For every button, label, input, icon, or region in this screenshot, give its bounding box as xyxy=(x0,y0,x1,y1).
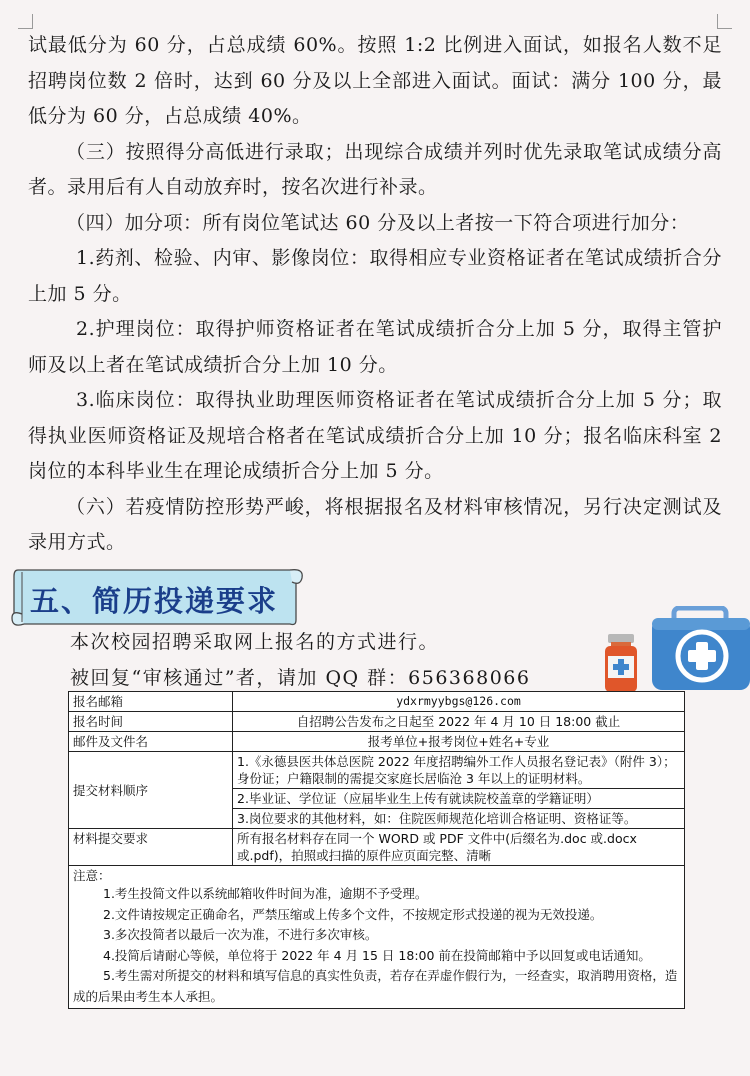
section-title: 五、简历投递要求 xyxy=(30,584,279,618)
notes-cell xyxy=(69,866,685,1009)
note-item-1: 1.考生投简文件以系统邮箱收件时间为准，逾期不予受理。 xyxy=(103,886,428,901)
page-corner-mark-right xyxy=(717,14,732,29)
naming-value: 报考单位+报考岗位+姓名+专业 xyxy=(233,732,685,752)
page-corner-mark-left xyxy=(18,14,33,29)
email-label: 报名邮箱 xyxy=(69,692,233,712)
first-aid-kit-icon xyxy=(650,606,750,692)
paragraph-admission: （三）按照得分高低进行录取；出现综合成绩并列时优先录取笔试成绩分高者。录用后有人自动放弃时，按名次进行补录。 xyxy=(28,140,722,198)
application-requirements-table xyxy=(68,691,685,1009)
requirement-value: 所有报名材料存在同一个 WORD 或 PDF 文件中(后缀名为.doc 或.docx 或.pdf)，拍照或扫描的原件应页面完整、清晰 xyxy=(233,829,685,866)
order-item-3: 3.岗位要求的其他材料，如：住院医师规范化培训合格证明、资格证等。 xyxy=(233,809,685,829)
medicine-bottle-icon xyxy=(602,632,640,694)
paragraph-bonus-nursing: 2.护理岗位：取得护师资格证者在笔试成绩折合分上加 5 分，取得主管护师及以上者在笔试成绩折合分上加 10 分。 xyxy=(28,318,722,376)
table-row xyxy=(69,866,685,1009)
time-value: 自招聘公告发布之日起至 2022 年 4 月 10 日 18:00 截止 xyxy=(233,712,685,732)
order-item-2: 2.毕业证、学位证（应届毕业生上传有就读院校盖章的学籍证明） xyxy=(233,789,685,809)
body-text xyxy=(28,28,722,561)
table-row xyxy=(69,692,685,712)
naming-label: 邮件及文件名 xyxy=(69,732,233,752)
paragraph-epidemic: （六）若疫情防控形势严峻，将根据报名及材料审核情况，另行决定测试及录用方式。 xyxy=(28,495,722,553)
paragraph-bonus-clinical: 3.临床岗位：取得执业助理医师资格证者在笔试成绩折合分上加 5 分；取得执业医师资格证及规培合格者在笔试成绩折合分上加 10 分；报名临床科室 2 岗位的本科毕业生在理论成绩折合分上加 5 分。 xyxy=(28,389,722,482)
qq-group-text: 被回复“审核通过”者，请加 QQ 群：656368066 xyxy=(70,667,531,689)
paragraph-exam-scores: 试最低分为 60 分，占总成绩 60%。按照 1:2 比例进入面试，如报名人数不足招聘岗位数 2 倍时，达到 60 分及以上全部进入面试。面试：满分 100 分，最低分为 60 分，占总成绩 40%。 xyxy=(28,34,722,127)
order-item-1: 1.《永德县医共体总医院 2022 年度招聘编外工作人员报名登记表》（附件 3）；身份证；户籍限制的需提交家庭长居临沧 3 年以上的证明材料。 xyxy=(233,752,685,789)
time-label: 报名时间 xyxy=(69,712,233,732)
application-method-text: 本次校园招聘采取网上报名的方式进行。 xyxy=(70,631,440,653)
paragraph-bonus-points: （四）加分项：所有岗位笔试达 60 分及以上者按一下符合项进行加分： xyxy=(66,211,690,234)
email-value: ydxrmyybgs@126.com xyxy=(233,692,685,712)
notes-title: 注意： xyxy=(73,868,111,883)
order-label: 提交材料顺序 xyxy=(69,752,233,829)
paragraph-bonus-pharmacy: 1.药剂、检验、内审、影像岗位：取得相应专业资格证者在笔试成绩折合分上加 5 分。 xyxy=(28,247,722,305)
requirement-label: 材料提交要求 xyxy=(69,829,233,866)
note-item-3: 3.多次投简者以最后一次为准，不进行多次审核。 xyxy=(103,927,378,942)
note-item-2: 2.文件请按规定正确命名，严禁压缩或上传多个文件，不按规定形式投递的视为无效投递。 xyxy=(103,906,603,922)
note-item-5: 5.考生需对所提交的材料和填写信息的真实性负责，若存在弄虚作假行为，一经查实，取消聘用资格，造成的后果由考生本人承担。 xyxy=(73,968,678,1004)
table-row xyxy=(69,732,685,752)
table-row xyxy=(69,712,685,732)
table-row xyxy=(69,752,685,789)
table-row xyxy=(69,829,685,866)
note-item-4: 4.投简后请耐心等候，单位将于 2022 年 4 月 15 日 18:00 前在投简邮箱中予以回复或电话通知。 xyxy=(103,947,651,963)
